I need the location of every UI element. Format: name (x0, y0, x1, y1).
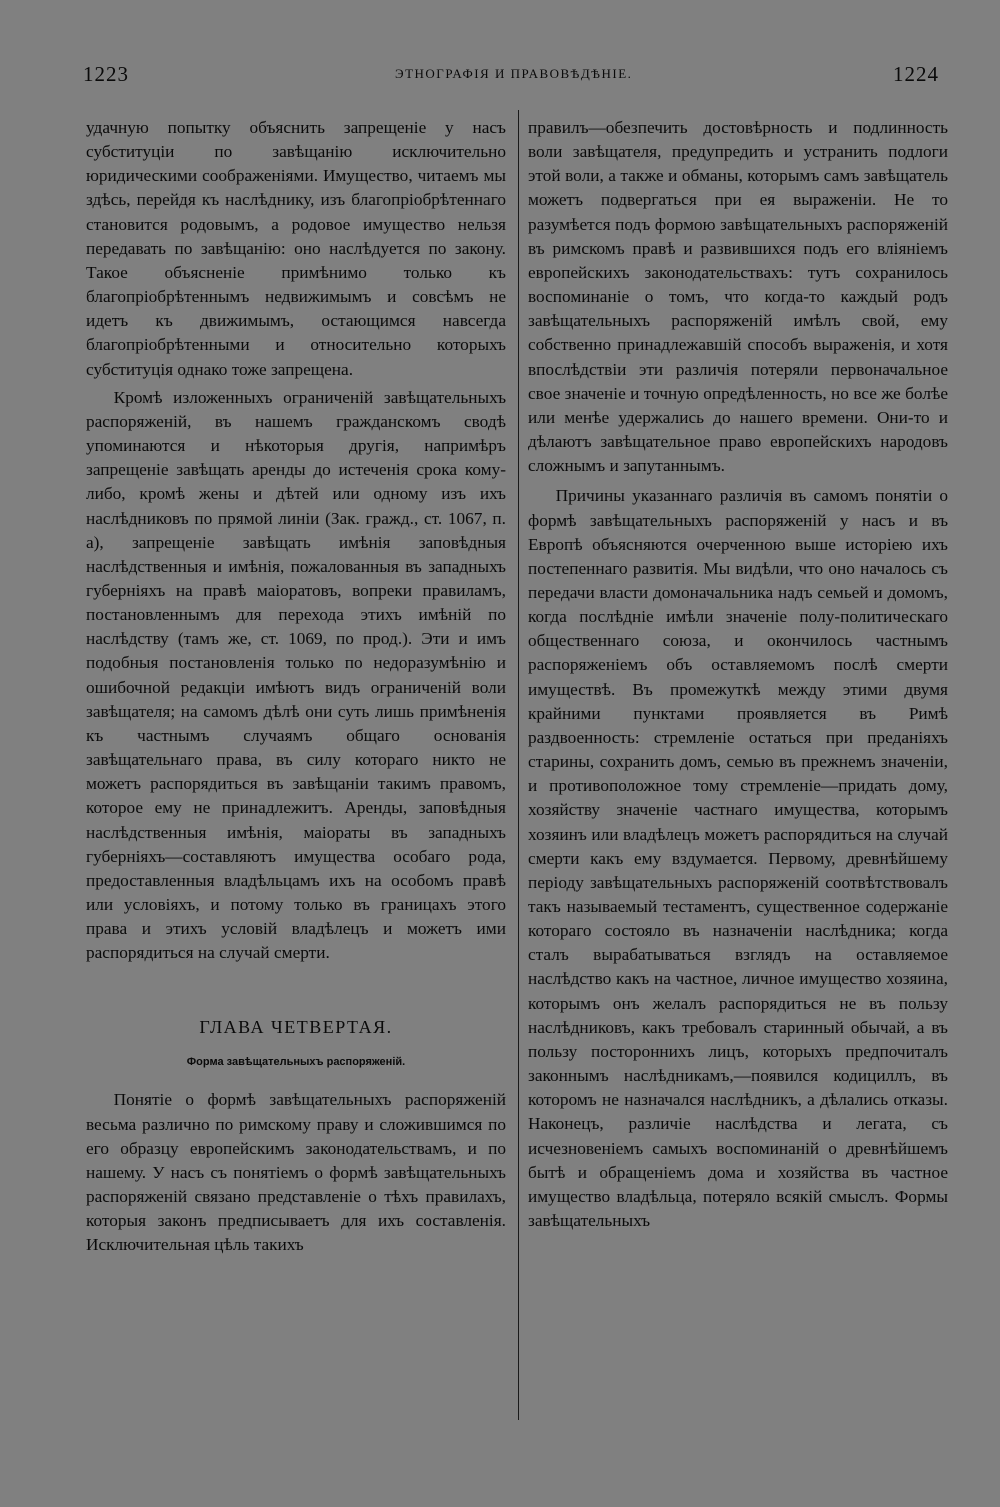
chapter-title: ГЛАВА ЧЕТВЕРТАЯ. (199, 1017, 393, 1038)
page-header (0, 62, 1000, 92)
page-number-left: 1223 (83, 62, 129, 86)
running-title: ЭТНОГРАФIЯ И ПРАВОВѢДѢНIЕ. (395, 66, 633, 81)
chapter-subtitle: Форма завѣщательныхъ распоряженій. (186, 1056, 406, 1069)
paragraph-causes: Причины указаннаго различія въ самомъ понятіи о формѣ завѣщательныхъ распоряженій у насъ и въ Европѣ объясняются очерченною выше исторіею ихъ постепеннаго развитія. Мы видѣли, что оно началось съ передачи власти домоначальника надъ семьей и домомъ, когда послѣдніе имѣли значеніе полу-политическаго общественнаго союза, и окончилось частнымъ распоряженіемъ объ оставляемомъ послѣ смерти имуществѣ. Въ промежуткѣ между этими двумя крайними пунктами проявляется въ Римѣ раздвоенность: стремленіе остаться при преданіяхъ старины, сохранить домъ, семью въ прежнемъ значеніи, и противоположное тому стремленіе—придать дому, хозяйству значеніе частнаго имущества, которымъ хозяинъ или владѣлецъ можетъ распорядиться на случай смерти какъ ему вздумается. Первому, древнѣйшему періоду завѣщательныхъ распоряженій соотвѣтствовалъ такъ называемый тестаментъ, существенное содержаніе котораго состояло въ назначеніи наслѣдника; когда сталъ вырабатываться взглядъ на оставляемое наслѣдство какъ на частное, личное имущество хозяина, которымъ онъ желалъ распорядиться не въ пользу наслѣдниковъ, какъ требовалъ старинный обычай, а въ пользу постороннихъ лицъ, которыхъ предпочиталъ законнымъ наслѣдникамъ,—появился кодициллъ, въ которомъ не назначался наслѣдникъ, а дѣлались отказы. Наконецъ, различіе наслѣдства и легата, съ исчезновеніемъ самыхъ воспоминаній о древнѣйшемъ бытѣ и обращеніемъ дома и хозяйства въ частное имущество владѣльца, потеряло всякій смыслъ. Формы завѣщательныхъ (528, 486, 948, 1231)
column-divider (518, 110, 519, 1420)
paragraph-form-concept: Понятіе о формѣ завѣщательныхъ распоряженій весьма различно по римскому праву и сложившимся по его образцу европейскимъ законодательствамъ, и по нашему. У насъ съ понятіемъ о формѣ завѣщательныхъ распоряженій связано представленіе о тѣхъ правилахъ, которыя законъ предписываетъ для ихъ составленія. Исключительная цѣль такихъ (86, 1090, 506, 1255)
paragraph-continued: удачную попытку объяснить запрещеніе у насъ субституціи по завѣщанію исключительно юридическими соображеніями. Имущество, читаемъ мы здѣсь, перейдя къ наслѣднику, изъ благопріобрѣтеннаго становится родовымъ, а родовое имущество нельзя передавать по завѣщанію: оно наслѣдуется по закону. Такое объясненіе примѣнимо только къ благопріобрѣтеннымъ недвижимымъ и совсѣмъ не идетъ къ движимымъ, остающимся навсегда благопріобрѣтенными и относительно которыхъ субституція однако тоже запрещена. (86, 118, 506, 379)
left-column (86, 116, 506, 1258)
page-number-right: 1224 (893, 62, 939, 86)
paragraph-continued-right: правилъ—обезпечить достовѣрность и подлинность воли завѣщателя, предупредить и устранить подлоги этой воли, а также и обманы, которымъ самъ завѣщатель можетъ подвергаться при ея выраженіи. Не то разумѣется подъ формою завѣщательныхъ распоряженій въ римскомъ правѣ и развившихся подъ его вліяніемъ европейскихъ законодательствахъ: тутъ сохранилось воспоминаніе о томъ, что когда-то каждый родъ завѣщательныхъ распоряженій имѣлъ свой, ему собственно принадлежавшій способъ выраженія, и хотя впослѣдствіи эти различія потеряли первоначальное свое значеніе и точную опредѣленность, но все же болѣе или менѣе удержались до нашего времени. Они-то и дѣлаютъ завѣщательное право европейскихъ народовъ сложнымъ и запутаннымъ. (528, 118, 948, 476)
paragraph-restrictions: Кромѣ изложенныхъ ограниченій завѣщательныхъ распоряженій, въ нашемъ гражданскомъ сводѣ упоминаются и нѣкоторыя другія, напримѣръ запрещеніе завѣщать аренды до истеченія срока кому-либо, кромѣ жены и дѣтей или одному изъ ихъ наслѣдниковъ по прямой линіи (Зак. гражд., ст. 1067, п. а), запрещеніе завѣщать имѣнія заповѣдныя наслѣдственныя и имѣнія, пожалованныя въ западныхъ губерніяхъ на правѣ маіоратовъ, вопреки правиламъ, постановленнымъ для перехода этихъ имѣній по наслѣдству (тамъ же, ст. 1069, по прод.). Эти и имъ подобныя постановленія только по недоразумѣнію и ошибочной редакціи имѣютъ видъ ограниченій воли завѣщателя; на самомъ дѣлѣ они суть лишь примѣненія къ частнымъ случаямъ общаго основанія завѣщательнаго права, въ силу котораго никто не можетъ распорядиться въ завѣщаніи такимъ правомъ, которое ему не принадлежитъ. Аренды, заповѣдныя наслѣдственныя имѣнія, маіораты въ западныхъ губерніяхъ—составляютъ имущества особаго рода, предоставленныя владѣльцамъ ихъ на особомъ правѣ или условіяхъ, и потому только въ границахъ этого права и этихъ условій владѣлецъ и можетъ ими распорядиться на случай смерти. (86, 387, 506, 963)
right-column (528, 116, 948, 1233)
